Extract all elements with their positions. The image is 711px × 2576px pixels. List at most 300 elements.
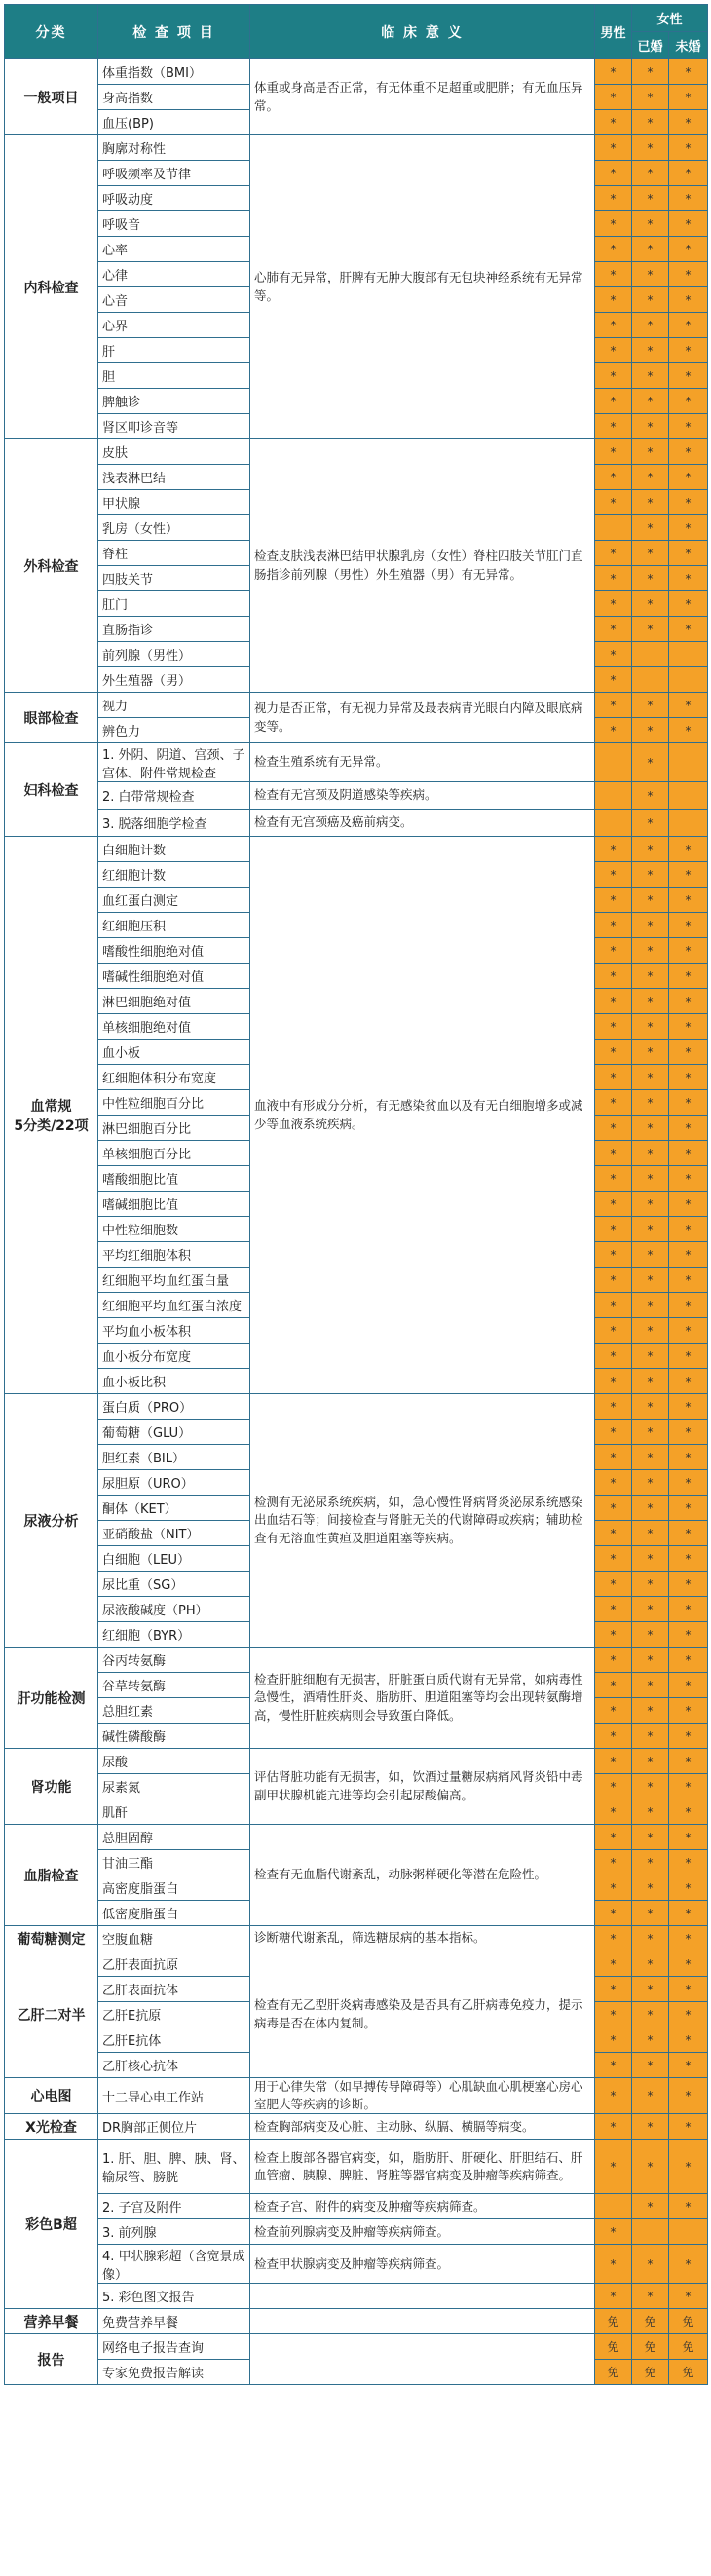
married-mark: * (632, 287, 669, 313)
married-mark: * (632, 490, 669, 515)
married-mark: * (632, 2140, 669, 2194)
unmarried-mark: * (669, 338, 708, 363)
unmarried-mark: * (669, 1749, 708, 1774)
married-mark (632, 667, 669, 693)
item-cell: 辨色力 (98, 718, 250, 743)
male-mark: * (595, 1597, 632, 1622)
unmarried-mark: * (669, 1318, 708, 1344)
unmarried-mark: * (669, 541, 708, 566)
male-mark: * (595, 1217, 632, 1242)
unmarried-mark: * (669, 2002, 708, 2027)
item-cell: 低密度脂蛋白 (98, 1901, 250, 1926)
married-mark: * (632, 313, 669, 338)
male-mark (595, 782, 632, 810)
item-cell: 免费营养早餐 (98, 2309, 250, 2334)
unmarried-mark: 免 (669, 2360, 708, 2385)
table-row (5, 1394, 708, 1420)
male-mark: * (595, 837, 632, 862)
married-mark: * (632, 938, 669, 964)
item-cell: 血小板比积 (98, 1369, 250, 1394)
male-mark: * (595, 2002, 632, 2027)
married-mark: * (632, 1217, 669, 1242)
item-cell: 尿胆原（URO） (98, 1470, 250, 1496)
table-row (5, 1926, 708, 1951)
unmarried-mark: * (669, 1521, 708, 1546)
item-cell: 红细胞压积 (98, 913, 250, 938)
meaning-cell: 用于心律失常（如早搏传导障碍等）心肌缺血心肌梗塞心房心室肥大等疾病的诊断。 (250, 2078, 595, 2114)
married-mark (632, 2219, 669, 2245)
unmarried-mark: * (669, 211, 708, 237)
item-cell: 尿液酸碱度（PH） (98, 1597, 250, 1622)
male-mark: * (595, 2078, 632, 2114)
category-cell: 心电图 (5, 2078, 98, 2114)
unmarried-mark: * (669, 1293, 708, 1318)
male-mark: * (595, 1242, 632, 1268)
header-male: 男性 (595, 5, 632, 59)
married-mark: * (632, 1850, 669, 1875)
item-cell: 红细胞计数 (98, 862, 250, 888)
married-mark: * (632, 2194, 669, 2219)
married-mark: * (632, 237, 669, 262)
meaning-cell (250, 2309, 595, 2334)
category-cell: 葡萄糖测定 (5, 1926, 98, 1951)
item-cell: 蛋白质（PRO） (98, 1394, 250, 1420)
unmarried-mark: * (669, 1166, 708, 1192)
item-cell: 专家免费报告解读 (98, 2360, 250, 2385)
unmarried-mark: * (669, 888, 708, 913)
item-cell: 白细胞（LEU） (98, 1546, 250, 1572)
married-mark: * (632, 186, 669, 211)
item-cell: 体重指数（BMI） (98, 59, 250, 85)
meaning-cell: 检查生殖系统有无异常。 (250, 743, 595, 782)
married-mark: * (632, 913, 669, 938)
category-cell: 外科检查 (5, 439, 98, 693)
male-mark: * (595, 1825, 632, 1850)
married-mark (632, 642, 669, 667)
category-cell: 内科检查 (5, 135, 98, 439)
unmarried-mark: * (669, 617, 708, 642)
married-mark: * (632, 1242, 669, 1268)
table-row (5, 837, 708, 862)
table-row (5, 810, 708, 837)
male-mark: * (595, 2114, 632, 2140)
unmarried-mark: * (669, 1825, 708, 1850)
male-mark: * (595, 490, 632, 515)
unmarried-mark: * (669, 964, 708, 989)
item-cell: 3. 前列腺 (98, 2219, 250, 2245)
male-mark: * (595, 1875, 632, 1901)
married-mark: * (632, 1445, 669, 1470)
male-mark (595, 810, 632, 837)
married-mark: * (632, 617, 669, 642)
meaning-cell: 检查有无宫颈癌及癌前病变。 (250, 810, 595, 837)
male-mark: * (595, 1749, 632, 1774)
meaning-cell: 血液中有形成分分析，有无感染贫血以及有无白细胞增多或减少等血液系统疾病。 (250, 837, 595, 1394)
item-cell: 呼吸频率及节律 (98, 161, 250, 186)
unmarried-mark: * (669, 1546, 708, 1572)
married-mark: * (632, 1622, 669, 1648)
item-cell: 甲状腺 (98, 490, 250, 515)
male-mark: * (595, 1774, 632, 1799)
unmarried-mark: * (669, 237, 708, 262)
item-cell: 空腹血糖 (98, 1926, 250, 1951)
unmarried-mark: * (669, 389, 708, 414)
married-mark: * (632, 1065, 669, 1090)
male-mark: * (595, 1496, 632, 1521)
item-cell: 前列腺（男性） (98, 642, 250, 667)
male-mark (595, 743, 632, 782)
unmarried-mark: * (669, 135, 708, 161)
male-mark: * (595, 161, 632, 186)
male-mark: * (595, 964, 632, 989)
item-cell: 血小板 (98, 1040, 250, 1065)
married-mark: * (632, 862, 669, 888)
item-cell: 四肢关节 (98, 566, 250, 591)
unmarried-mark (669, 667, 708, 693)
unmarried-mark: * (669, 110, 708, 135)
item-cell: 呼吸动度 (98, 186, 250, 211)
unmarried-mark: * (669, 1065, 708, 1090)
unmarried-mark: * (669, 1926, 708, 1951)
unmarried-mark: * (669, 2078, 708, 2114)
unmarried-mark: * (669, 465, 708, 490)
male-mark: * (595, 1369, 632, 1394)
married-mark: * (632, 2027, 669, 2053)
item-cell: 皮肤 (98, 439, 250, 465)
male-mark: * (595, 313, 632, 338)
unmarried-mark: * (669, 1116, 708, 1141)
male-mark: 免 (595, 2360, 632, 2385)
married-mark: * (632, 1166, 669, 1192)
unmarried-mark: * (669, 837, 708, 862)
item-cell: 直肠指诊 (98, 617, 250, 642)
item-cell: 1. 外阴、阴道、宫颈、子宫体、附件常规检查 (98, 743, 250, 782)
married-mark: * (632, 2002, 669, 2027)
item-cell: 乳房（女性） (98, 515, 250, 541)
unmarried-mark: * (669, 1369, 708, 1394)
item-cell: 中性粒细胞百分比 (98, 1090, 250, 1116)
male-mark: * (595, 1014, 632, 1040)
meaning-cell: 心肺有无异常，肝脾有无肿大腹部有无包块神经系统有无异常等。 (250, 135, 595, 439)
table-row (5, 743, 708, 782)
item-cell: 十二导心电工作站 (98, 2078, 250, 2114)
male-mark: * (595, 2284, 632, 2309)
unmarried-mark: * (669, 1951, 708, 1977)
male-mark: * (595, 2245, 632, 2284)
married-mark: * (632, 1951, 669, 1977)
unmarried-mark: * (669, 1496, 708, 1521)
item-cell: 2. 白带常规检查 (98, 782, 250, 810)
male-mark: * (595, 1065, 632, 1090)
married-mark: * (632, 1344, 669, 1369)
married-mark: * (632, 1749, 669, 1774)
male-mark: * (595, 1293, 632, 1318)
item-cell: 4. 甲状腺彩超（含宽景成像） (98, 2245, 250, 2284)
item-cell: 尿酸 (98, 1749, 250, 1774)
category-cell: 尿液分析 (5, 1394, 98, 1648)
unmarried-mark (669, 743, 708, 782)
item-cell: 浅表淋巴结 (98, 465, 250, 490)
male-mark: * (595, 1090, 632, 1116)
married-mark: * (632, 439, 669, 465)
item-cell: 嗜碱性细胞绝对值 (98, 964, 250, 989)
item-cell: 红细胞（BYR） (98, 1622, 250, 1648)
male-mark: * (595, 617, 632, 642)
unmarried-mark: * (669, 693, 708, 718)
item-cell: 胆 (98, 363, 250, 389)
male-mark: * (595, 1698, 632, 1724)
item-cell: 1. 肝、胆、脾、胰、肾、输尿管、膀胱 (98, 2140, 250, 2194)
male-mark: * (595, 888, 632, 913)
unmarried-mark: * (669, 938, 708, 964)
married-mark: * (632, 1369, 669, 1394)
male-mark: * (595, 1521, 632, 1546)
table-row (5, 1825, 708, 1850)
married-mark: * (632, 59, 669, 85)
meaning-cell (250, 2284, 595, 2309)
table-row (5, 1749, 708, 1774)
item-cell: 5. 彩色图文报告 (98, 2284, 250, 2309)
item-cell: 血压(BP) (98, 110, 250, 135)
married-mark: * (632, 782, 669, 810)
male-mark: * (595, 338, 632, 363)
meaning-cell: 检查胸部病变及心脏、主动脉、纵膈、横膈等病变。 (250, 2114, 595, 2140)
table-row (5, 1648, 708, 1673)
item-cell: 尿比重（SG） (98, 1572, 250, 1597)
married-mark: 免 (632, 2309, 669, 2334)
item-cell: 谷丙转氨酶 (98, 1648, 250, 1673)
item-cell: 亚硝酸盐（NIT） (98, 1521, 250, 1546)
married-mark: * (632, 1825, 669, 1850)
unmarried-mark: * (669, 161, 708, 186)
category-cell: 营养早餐 (5, 2309, 98, 2334)
married-mark: * (632, 161, 669, 186)
male-mark: * (595, 1901, 632, 1926)
married-mark: * (632, 1875, 669, 1901)
male-mark: * (595, 718, 632, 743)
table-row (5, 2334, 708, 2360)
item-cell: 乙肝E抗体 (98, 2027, 250, 2053)
married-mark: * (632, 1673, 669, 1698)
male-mark: * (595, 1977, 632, 2002)
male-mark: * (595, 1394, 632, 1420)
male-mark: * (595, 1572, 632, 1597)
married-mark: * (632, 2078, 669, 2114)
male-mark: * (595, 287, 632, 313)
male-mark: * (595, 1850, 632, 1875)
unmarried-mark: 免 (669, 2309, 708, 2334)
married-mark: * (632, 1774, 669, 1799)
item-cell: 外生殖器（男） (98, 667, 250, 693)
unmarried-mark: * (669, 1901, 708, 1926)
header-item: 检 查 项 目 (98, 5, 250, 59)
male-mark: * (595, 1141, 632, 1166)
item-cell: 3. 脱落细胞学检查 (98, 810, 250, 837)
unmarried-mark: * (669, 1014, 708, 1040)
unmarried-mark: * (669, 566, 708, 591)
unmarried-mark: * (669, 913, 708, 938)
unmarried-mark (669, 782, 708, 810)
item-cell: 尿素氮 (98, 1774, 250, 1799)
item-cell: 肾区叩诊音等 (98, 414, 250, 439)
male-mark: * (595, 642, 632, 667)
male-mark: * (595, 59, 632, 85)
unmarried-mark: * (669, 313, 708, 338)
married-mark: * (632, 964, 669, 989)
unmarried-mark: * (669, 1445, 708, 1470)
item-cell: 肛门 (98, 591, 250, 617)
table-row (5, 2284, 708, 2309)
male-mark: * (595, 1951, 632, 1977)
header-unmarried: 未婚 (669, 32, 708, 59)
table-row (5, 2140, 708, 2194)
unmarried-mark: * (669, 1090, 708, 1116)
married-mark: * (632, 1318, 669, 1344)
category-cell: 一般项目 (5, 59, 98, 135)
unmarried-mark: * (669, 591, 708, 617)
male-mark: * (595, 989, 632, 1014)
married-mark: * (632, 1698, 669, 1724)
unmarried-mark: * (669, 287, 708, 313)
item-cell: 心界 (98, 313, 250, 338)
married-mark: * (632, 2114, 669, 2140)
meaning-cell: 检测有无泌尿系统疾病，如，急心慢性肾病肾炎泌尿系统感染出血结石等；间接检查与肾脏无关的代谢障碍或疾病；辅助检查有无溶血性黄疸及胆道阻塞等疾病。 (250, 1394, 595, 1648)
category-cell: X光检查 (5, 2114, 98, 2140)
unmarried-mark: * (669, 490, 708, 515)
male-mark: * (595, 1648, 632, 1673)
married-mark: 免 (632, 2360, 669, 2385)
male-mark: * (595, 1318, 632, 1344)
married-mark: * (632, 718, 669, 743)
married-mark: * (632, 1293, 669, 1318)
meaning-cell: 检查有无血脂代谢紊乱，动脉粥样硬化等潜在危险性。 (250, 1825, 595, 1926)
item-cell: 血红蛋白测定 (98, 888, 250, 913)
unmarried-mark: * (669, 2053, 708, 2078)
unmarried-mark: * (669, 186, 708, 211)
married-mark: * (632, 515, 669, 541)
item-cell: 肌酐 (98, 1799, 250, 1825)
table-row (5, 693, 708, 718)
male-mark (595, 2194, 632, 2219)
table-row (5, 59, 708, 85)
unmarried-mark: * (669, 1850, 708, 1875)
table-row (5, 439, 708, 465)
item-cell: 平均血小板体积 (98, 1318, 250, 1344)
item-cell: 酮体（KET） (98, 1496, 250, 1521)
unmarried-mark: * (669, 1724, 708, 1749)
married-mark: * (632, 262, 669, 287)
meaning-cell: 检查肝脏细胞有无损害，肝脏蛋白质代谢有无异常，如病毒性急慢性，酒精性肝炎、脂肪肝、胆道阻塞等均会出现转氨酶增高，慢性肝脏疾病则会导致蛋白降低。 (250, 1648, 595, 1749)
unmarried-mark: * (669, 515, 708, 541)
meaning-cell: 视力是否正常，有无视力异常及最表病青光眼白内障及眼底病变等。 (250, 693, 595, 743)
unmarried-mark: * (669, 1799, 708, 1825)
married-mark: * (632, 414, 669, 439)
item-cell: 红细胞体积分布宽度 (98, 1065, 250, 1090)
category-cell: 乙肝二对半 (5, 1951, 98, 2078)
male-mark: * (595, 135, 632, 161)
item-cell: 总胆红素 (98, 1698, 250, 1724)
married-mark: * (632, 211, 669, 237)
male-mark: * (595, 211, 632, 237)
item-cell: 脾触诊 (98, 389, 250, 414)
unmarried-mark: * (669, 59, 708, 85)
unmarried-mark: * (669, 1875, 708, 1901)
item-cell: 呼吸音 (98, 211, 250, 237)
meaning-cell: 评估肾脏功能有无损害，如，饮酒过量糖尿病痛风肾炎铅中毒副甲状腺机能亢进等均会引起尿酸偏高。 (250, 1749, 595, 1825)
unmarried-mark: 免 (669, 2334, 708, 2360)
meaning-cell: 诊断糖代谢紊乱，筛选糖尿病的基本指标。 (250, 1926, 595, 1951)
item-cell: 视力 (98, 693, 250, 718)
male-mark: * (595, 414, 632, 439)
header-female: 女性 (632, 5, 708, 32)
table-row (5, 2245, 708, 2284)
meaning-cell: 检查甲状腺病变及肿瘤等疾病筛查。 (250, 2245, 595, 2284)
male-mark: * (595, 389, 632, 414)
category-cell: 血脂检查 (5, 1825, 98, 1926)
item-cell: 高密度脂蛋白 (98, 1875, 250, 1901)
married-mark: * (632, 743, 669, 782)
unmarried-mark: * (669, 1572, 708, 1597)
married-mark: * (632, 1394, 669, 1420)
category-cell: 肝功能检测 (5, 1648, 98, 1749)
married-mark: * (632, 1799, 669, 1825)
meaning-cell: 检查上腹部各器官病变，如，脂肪肝、肝硬化、肝胆结石、肝血管瘤、胰腺、脾脏、肾脏等器官病变及肿瘤等疾病筛查。 (250, 2140, 595, 2194)
header-category: 分类 (5, 5, 98, 59)
item-cell: 红细胞平均血红蛋白量 (98, 1268, 250, 1293)
item-cell: 单核细胞百分比 (98, 1141, 250, 1166)
unmarried-mark: * (669, 262, 708, 287)
male-mark: * (595, 1166, 632, 1192)
male-mark: * (595, 2053, 632, 2078)
meaning-cell: 检查前列腺病变及肿瘤等疾病筛查。 (250, 2219, 595, 2245)
unmarried-mark: * (669, 1673, 708, 1698)
category-cell: 眼部检查 (5, 693, 98, 743)
unmarried-mark: * (669, 1977, 708, 2002)
unmarried-mark: * (669, 1141, 708, 1166)
married-mark: * (632, 363, 669, 389)
unmarried-mark: * (669, 1622, 708, 1648)
male-mark: * (595, 465, 632, 490)
male-mark: * (595, 237, 632, 262)
male-mark: * (595, 1546, 632, 1572)
item-cell: 肝 (98, 338, 250, 363)
married-mark: * (632, 1926, 669, 1951)
married-mark: * (632, 1090, 669, 1116)
male-mark: * (595, 262, 632, 287)
unmarried-mark: * (669, 1192, 708, 1217)
male-mark: * (595, 186, 632, 211)
item-cell: 脊柱 (98, 541, 250, 566)
item-cell: 身高指数 (98, 85, 250, 110)
item-cell: 2. 子宫及附件 (98, 2194, 250, 2219)
male-mark: * (595, 591, 632, 617)
category-cell: 肾功能 (5, 1749, 98, 1825)
unmarried-mark: * (669, 862, 708, 888)
male-mark: * (595, 1040, 632, 1065)
married-mark: * (632, 1014, 669, 1040)
married-mark: * (632, 1496, 669, 1521)
item-cell: 乙肝E抗原 (98, 2002, 250, 2027)
married-mark: * (632, 2053, 669, 2078)
male-mark: * (595, 1116, 632, 1141)
married-mark: * (632, 338, 669, 363)
married-mark: * (632, 1648, 669, 1673)
item-cell: 淋巴细胞百分比 (98, 1116, 250, 1141)
item-cell: 谷草转氨酶 (98, 1673, 250, 1698)
table-row (5, 1951, 708, 1977)
item-cell: 嗜碱细胞比值 (98, 1192, 250, 1217)
married-mark: * (632, 389, 669, 414)
